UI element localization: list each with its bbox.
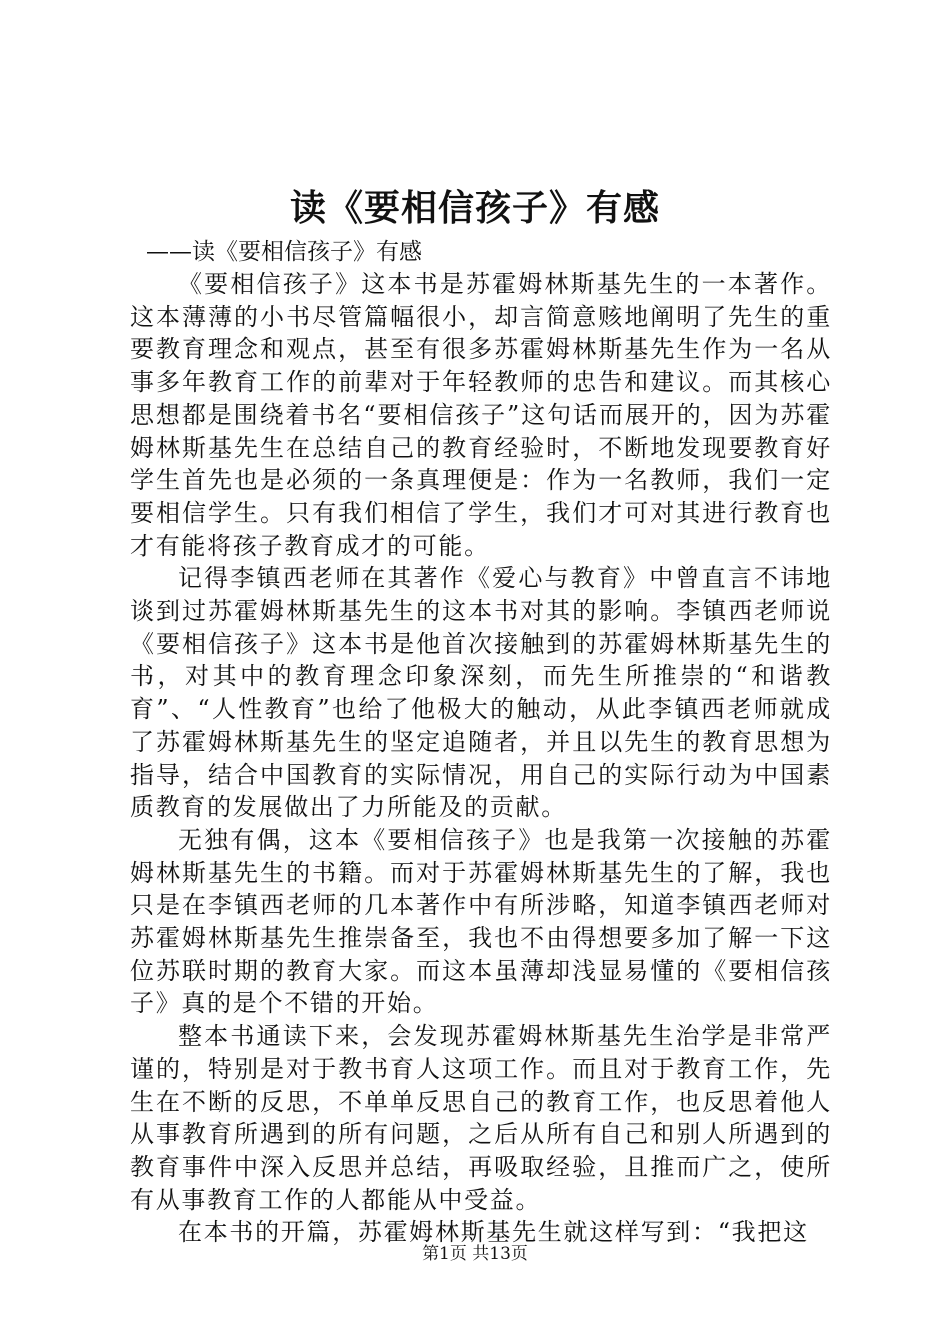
document-subtitle: ——读《要相信孩子》有感	[146, 239, 422, 265]
document-title: 读《要相信孩子》有感	[289, 187, 660, 229]
page-number-footer: 第1页 共13页	[422, 1244, 528, 1264]
paragraph-5: 在本书的开篇，苏霍姆林斯基先生就这样写到：“我把这	[178, 1218, 809, 1247]
paragraph-3: 无独有偶，这本《要相信孩子》也是我第一次接触的苏霍姆林斯基先生的书籍。而对于苏霍姆林斯基先生的了解，我也只是在李镇西老师的几本著作中有所涉略，知道李镇西老师对苏霍姆林斯基先生推崇备至，我也不由得想要多加了解一下这位苏联时期的教育大家。而这本虽薄却浅显易懂的《要相信孩子》真的是个不错的开始。	[130, 825, 832, 1018]
paragraph-4: 整本书通读下来，会发现苏霍姆林斯基先生治学是非常严谨的，特别是对于教书育人这项工作。而且对于教育工作，先生在不断的反思，不单单反思自己的教育工作，也反思着他人从事教育所遇到的所有问题，之后从所有自己和别人所遇到的教育事件中深入反思并总结，再吸取经验，且推而广之，使所有从事教育工作的人都能从中受益。	[130, 1022, 832, 1214]
paragraph-2: 记得李镇西老师在其著作《爱心与教育》中曾直言不讳地谈到过苏霍姆林斯基先生的这本书对其的影响。李镇西老师说《要相信孩子》这本书是他首次接触到的苏霍姆林斯基先生的书，对其中的教育理念印象深刻，而先生所推崇的“和谐教育”、“人性教育”也给了他极大的触动，从此李镇西老师就成了苏霍姆林斯基先生的坚定追随者，并且以先生的教育思想为指导，结合中国教育的实际情况，用自己的实际行动为中国素质教育的发展做出了力所能及的贡献。	[130, 564, 832, 822]
document-body	[130, 236, 832, 1249]
paragraph-1: 《要相信孩子》这本书是苏霍姆林斯基先生的一本著作。这本薄薄的小书尽管篇幅很小，却言简意赅地阐明了先生的重要教育理念和观点，甚至有很多苏霍姆林斯基先生作为一名从事多年教育工作的前辈对于年轻教师的忠告和建议。而其核心思想都是围绕着书名“要相信孩子”这句话而展开的，因为苏霍姆林斯基先生在总结自己的教育经验时，不断地发现要教育好学生首先也是必须的一条真理便是：作为一名教师，我们一定要相信学生。只有我们相信了学生，我们才可对其进行教育也才有能将孩子教育成才的可能。	[130, 270, 832, 560]
